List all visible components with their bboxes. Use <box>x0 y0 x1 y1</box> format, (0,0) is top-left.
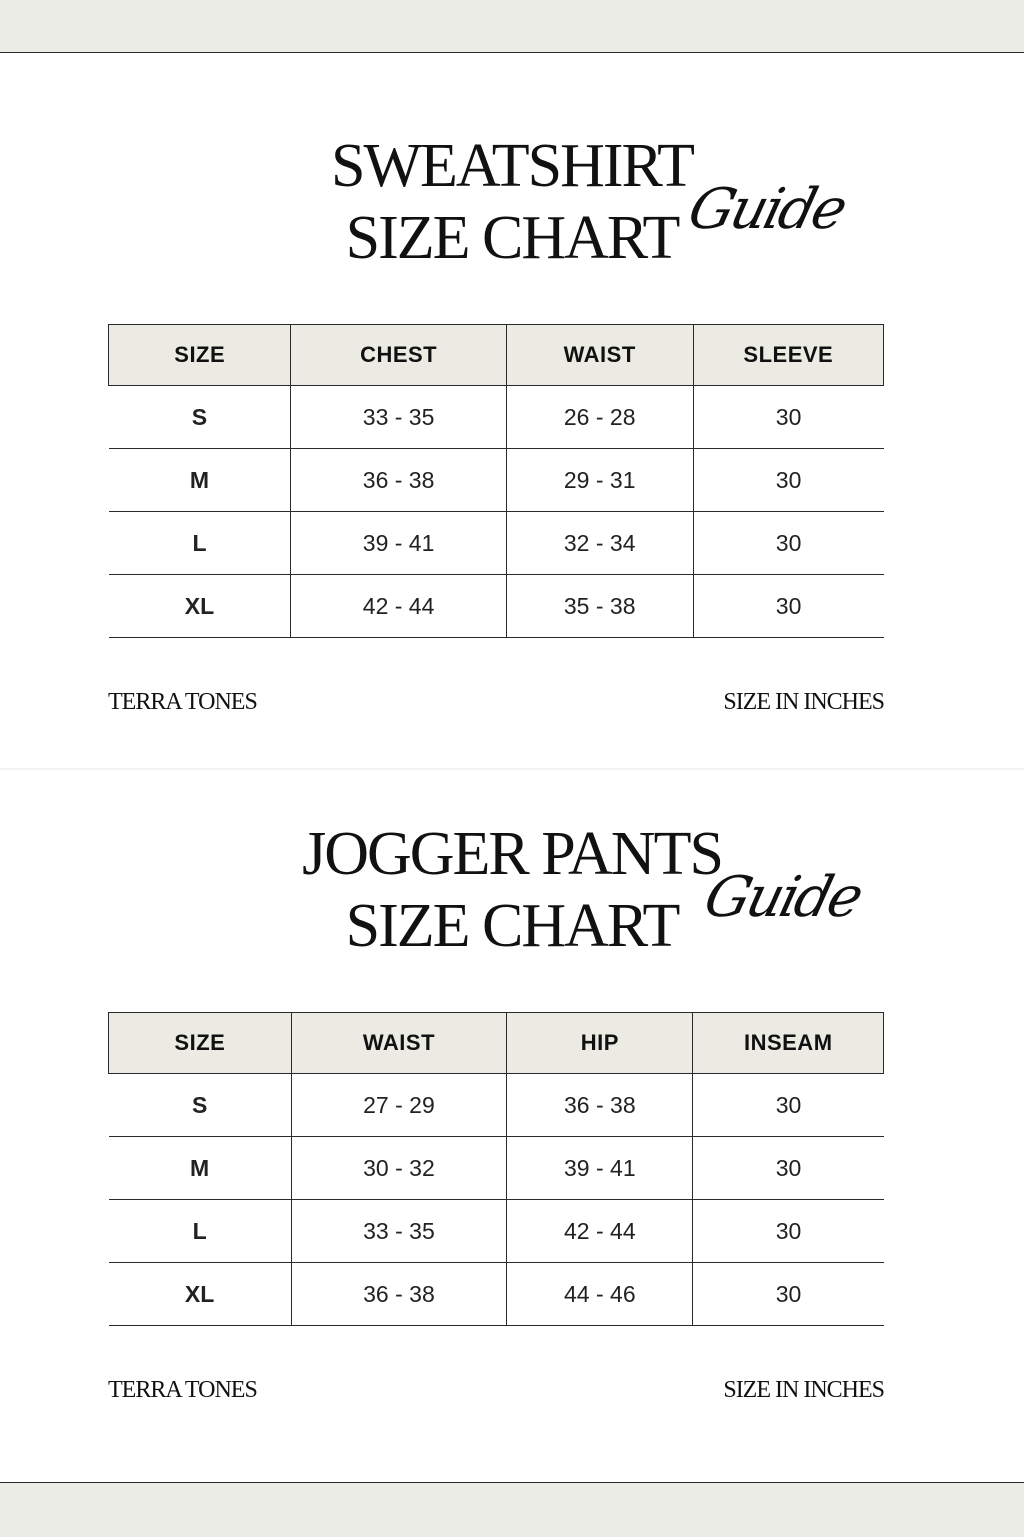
header-hip: HIP <box>507 1013 693 1074</box>
cell: 44 - 46 <box>507 1263 693 1326</box>
table-header-row <box>109 325 884 386</box>
table-row <box>109 386 884 449</box>
unit-note: SIZE IN INCHES <box>723 1377 884 1403</box>
cell: 36 - 38 <box>291 449 506 512</box>
title-line-2-text: SIZE CHART <box>345 892 679 960</box>
table-row <box>109 1137 884 1200</box>
cell: 30 <box>693 1137 884 1200</box>
cell: 39 - 41 <box>507 1137 693 1200</box>
cell: 30 <box>693 1263 884 1326</box>
header-waist: WAIST <box>291 1013 506 1074</box>
table-row <box>109 1074 884 1137</box>
jogger-title <box>0 818 1024 962</box>
table-row <box>109 1263 884 1326</box>
bottom-band <box>0 1482 1024 1537</box>
cell: 33 - 35 <box>291 1200 506 1263</box>
unit-note: SIZE IN INCHES <box>723 689 884 715</box>
sweatshirt-title <box>0 130 1024 274</box>
cell: 30 - 32 <box>291 1137 506 1200</box>
cell: M <box>109 1137 292 1200</box>
cell: XL <box>109 575 291 638</box>
cell: 26 - 28 <box>506 386 693 449</box>
title-line-1: SWEATSHIRT <box>330 132 694 200</box>
brand-label: TERRA TONES <box>108 689 257 715</box>
cell: 30 <box>693 386 883 449</box>
jogger-size-table <box>108 1012 884 1326</box>
cell: 30 <box>693 1200 884 1263</box>
section-divider <box>0 768 1024 770</box>
header-sleeve: SLEEVE <box>693 325 883 386</box>
table-row <box>109 575 884 638</box>
header-inseam: INSEAM <box>693 1013 884 1074</box>
cell: 42 - 44 <box>507 1200 693 1263</box>
cell: 39 - 41 <box>291 512 506 575</box>
cell: 30 <box>693 512 883 575</box>
cell: 42 - 44 <box>291 575 506 638</box>
title-line-1: JOGGER PANTS <box>302 820 722 888</box>
cell: 30 <box>693 1074 884 1137</box>
cell: M <box>109 449 291 512</box>
sweatshirt-size-table <box>108 324 884 638</box>
table-row <box>109 1200 884 1263</box>
script-guide: Guide <box>681 177 851 242</box>
table-row <box>109 449 884 512</box>
cell: 32 - 34 <box>506 512 693 575</box>
brand-label: TERRA TONES <box>108 1377 257 1403</box>
cell: 33 - 35 <box>291 386 506 449</box>
script-guide: Guide <box>697 865 867 930</box>
header-chest: CHEST <box>291 325 506 386</box>
cell: S <box>109 386 291 449</box>
header-waist: WAIST <box>506 325 693 386</box>
title-line-2 <box>345 865 867 962</box>
header-size: SIZE <box>109 325 291 386</box>
header-size: SIZE <box>109 1013 292 1074</box>
cell: S <box>109 1074 292 1137</box>
cell: L <box>109 512 291 575</box>
cell: 27 - 29 <box>291 1074 506 1137</box>
top-band <box>0 0 1024 53</box>
cell: 36 - 38 <box>507 1074 693 1137</box>
cell: 36 - 38 <box>291 1263 506 1326</box>
table-row <box>109 512 884 575</box>
cell: 30 <box>693 449 883 512</box>
cell: 35 - 38 <box>506 575 693 638</box>
cell: XL <box>109 1263 292 1326</box>
title-line-2-text: SIZE CHART <box>345 204 679 272</box>
cell: 29 - 31 <box>506 449 693 512</box>
cell: L <box>109 1200 292 1263</box>
cell: 30 <box>693 575 883 638</box>
title-line-2 <box>345 177 851 274</box>
table-header-row <box>109 1013 884 1074</box>
